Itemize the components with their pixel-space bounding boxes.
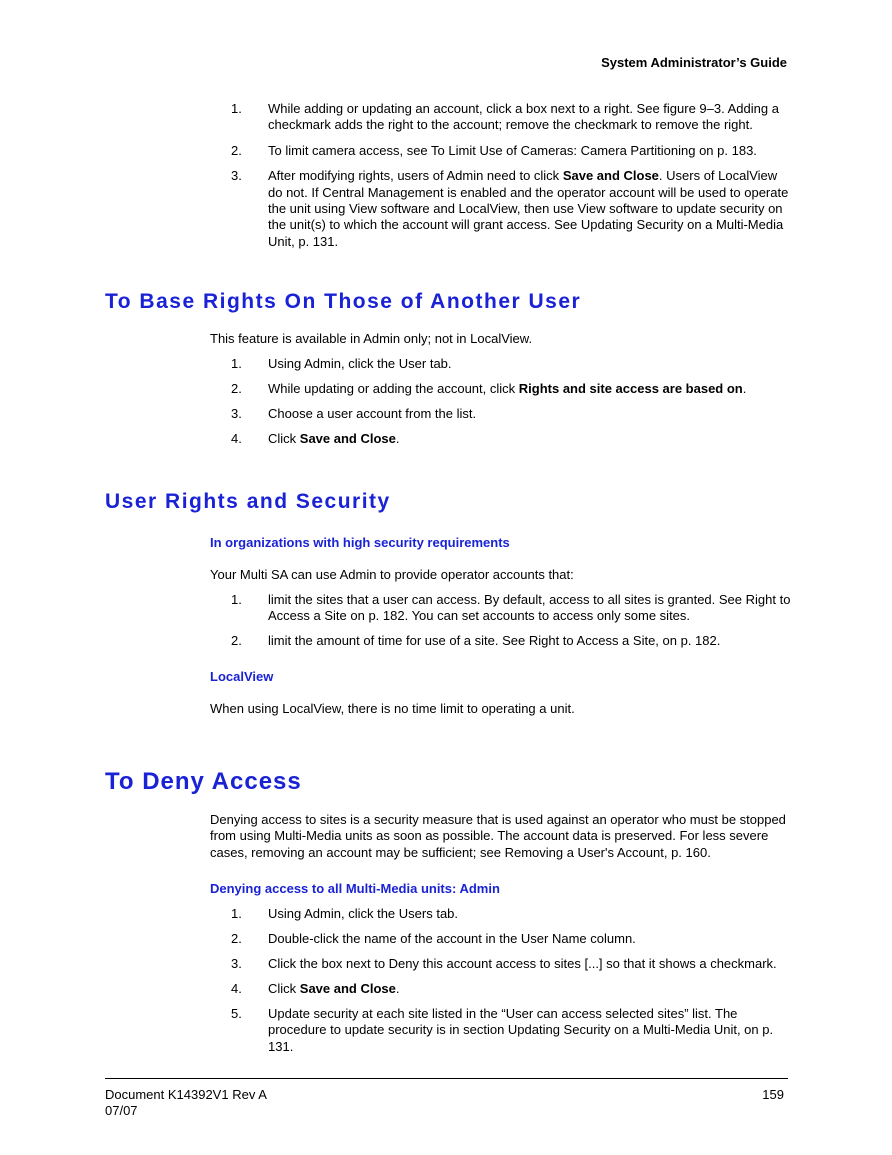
list-item-text: Click the box next to Deny this account access to sites [...] so that it shows a checkmark. (268, 956, 777, 971)
list-item-number: 1. (231, 592, 242, 607)
list-item (0, 168, 892, 250)
list-item-number: 3. (231, 168, 242, 184)
footer-document-id: Document K14392V1 Rev A (105, 1087, 267, 1102)
list-item-number: 3. (231, 956, 242, 971)
list-item-text: Update security at each site listed in the “User can access selected sites” list. The procedure to update security is in section Updating Security on a Multi-Media Unit, on p. 131. (268, 1006, 774, 1054)
rights-steps-list (0, 101, 892, 250)
list-item-number: 2. (231, 381, 242, 396)
list-item-text: Double-click the name of the account in the User Name column. (268, 931, 636, 946)
list-item (0, 406, 892, 422)
user-rights-list (0, 592, 892, 650)
list-item (0, 931, 892, 947)
list-item-text: Choose a user account from the list. (268, 406, 477, 421)
list-item-number: 4. (231, 431, 242, 446)
list-item-text: Click Save and Close. (268, 981, 400, 996)
deny-access-intro: Denying access to sites is a security measure that is used against an operator who must be stopped from using Multi-Media units as soon as possible. The account data is preserved. For less severe cases, removing an account may be sufficient; see Removing a User's Account, p. 160. (210, 812, 786, 860)
footer-left (105, 1087, 267, 1120)
list-item-text: limit the sites that a user can access. By default, access to all sites is granted. See Right to Access a Site on p. 182. You can set accounts to access only some sites. (268, 592, 791, 624)
list-item (0, 592, 892, 625)
list-item-number: 3. (231, 406, 242, 421)
list-item-number: 2. (231, 633, 242, 649)
subheading-localview: LocalView (210, 669, 274, 684)
list-item-text: While updating or adding the account, click Rights and site access are based on. (268, 381, 747, 396)
list-item-text: After modifying rights, users of Admin need to click Save and Close. Users of LocalView do not. If Central Management is enabled and the operator account will be used to operate the unit using View software and LocalView, then use View software to update security on the unit(s) to which the account will grant access. See Updating Security on a Multi-Media Unit, p. 131. (268, 168, 789, 249)
section-heading-deny-access: To Deny Access (105, 768, 302, 795)
list-item-text: Click Save and Close. (268, 431, 400, 446)
list-item (0, 906, 892, 922)
running-header-title: System Administrator’s Guide (601, 55, 787, 70)
list-item-text: Using Admin, click the User tab. (268, 356, 452, 371)
list-item (0, 356, 892, 372)
list-item (0, 101, 892, 134)
bold-ui-term: Save and Close (299, 981, 396, 996)
subheading-high-security: In organizations with high security requirements (210, 535, 510, 550)
list-item (0, 981, 892, 997)
section-heading-user-rights: User Rights and Security (105, 490, 391, 513)
bold-ui-term: Save and Close (299, 431, 396, 446)
deny-access-steps-list (0, 906, 892, 1055)
list-item (0, 956, 892, 972)
list-item-text: While adding or updating an account, click a box next to a right. See figure 9–3. Adding a checkmark adds the right to the account; remove the checkmark to remove the right. (268, 101, 779, 133)
footer-divider (105, 1078, 788, 1079)
list-item (0, 143, 892, 159)
base-rights-steps-list (0, 356, 892, 447)
localview-text: When using LocalView, there is no time limit to operating a unit. (210, 701, 575, 716)
base-rights-intro: This feature is available in Admin only; not in LocalView. (210, 331, 533, 346)
list-item-number: 4. (231, 981, 242, 996)
list-item-number: 1. (231, 906, 242, 921)
bold-ui-term: Rights and site access are based on (518, 381, 743, 396)
list-item-text: Using Admin, click the Users tab. (268, 906, 459, 921)
section-heading-base-rights: To Base Rights On Those of Another User (105, 290, 582, 313)
bold-ui-term: Save and Close (562, 168, 659, 184)
list-item-number: 1. (231, 101, 242, 116)
user-rights-intro: Your Multi SA can use Admin to provide operator accounts that: (210, 567, 574, 582)
footer-date: 07/07 (105, 1103, 138, 1119)
list-item-number: 1. (231, 356, 242, 371)
list-item (0, 381, 892, 397)
list-item-number: 5. (231, 1006, 242, 1021)
list-item-number: 2. (231, 931, 242, 946)
footer-page-number: 159 (762, 1087, 784, 1102)
list-item-text: limit the amount of time for use of a site. See Right to Access a Site, on p. 182. (268, 633, 721, 649)
list-item (0, 633, 892, 649)
list-item (0, 431, 892, 447)
list-item (0, 1006, 892, 1055)
list-item-text: To limit camera access, see To Limit Use of Cameras: Camera Partitioning on p. 183. (268, 142, 757, 158)
list-item-number: 2. (231, 142, 242, 158)
subheading-deny-admin: Denying access to all Multi-Media units: Admin (210, 881, 500, 896)
